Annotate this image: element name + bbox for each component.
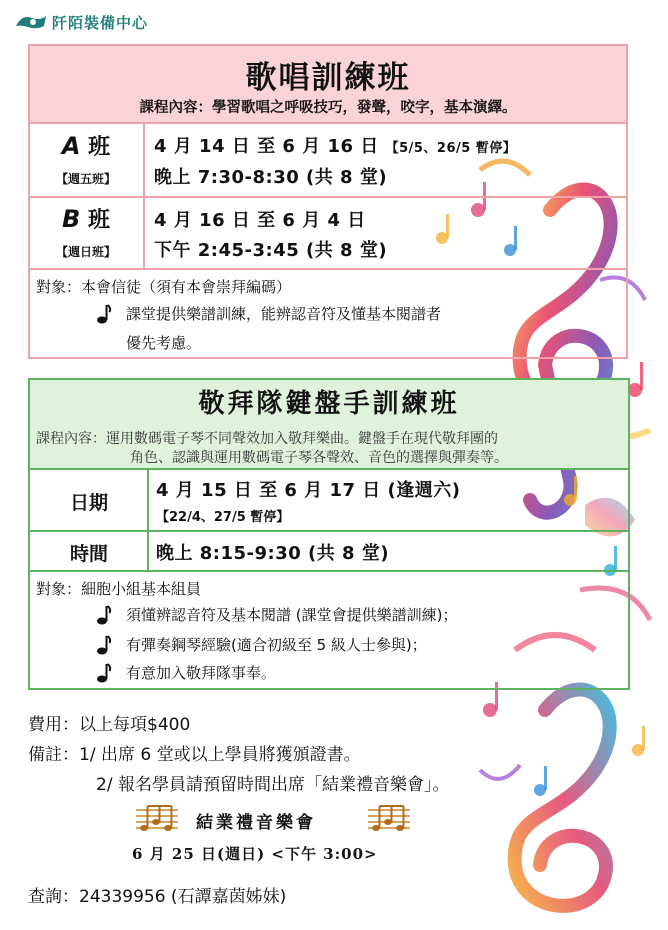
music-score-icon: [366, 802, 412, 836]
music-note-icon: [96, 663, 112, 683]
keyboard-time: 晚上 8:15-9:30 (共 8 堂): [156, 543, 390, 564]
keyboard-pause: 【22/4、27/5 暫停】: [156, 510, 290, 525]
divider: [30, 570, 628, 572]
fee-text: 費用：以上每項$400: [28, 715, 191, 735]
music-score-icon: [134, 802, 180, 836]
keyboard-dates: 4 月 15 日 至 6 月 17 日 (逢週六): [156, 480, 461, 501]
keyboard-bullet: 須懂辨認音符及基本閱譜 (課堂會提供樂譜訓練)；: [96, 604, 457, 625]
divider: [30, 268, 626, 270]
singing-class-title: 歌唱訓練班: [245, 60, 411, 96]
class-b-dates: 4 月 16 日 至 6 月 4 日: [154, 210, 366, 231]
class-b-sub: 【週日班】: [55, 245, 116, 259]
logo: [14, 10, 148, 34]
class-a-dates: 4 月 14 日 至 6 月 16 日 【5/5、26/5 暫停】: [154, 136, 517, 157]
music-note-icon: [96, 304, 112, 324]
singing-bullet: 課堂提供樂譜訓練，能辨認音符及懂基本閱譜者: [96, 303, 441, 324]
singing-class-content: 課程內容：學習歌唱之呼吸技巧，發聲，咬字，基本演繹。: [139, 100, 517, 116]
keyboard-target: 對象：細胞小組基本組員: [36, 580, 202, 598]
enquiry-text: 查詢：24339956 (石譚嘉茵姊妹): [28, 887, 287, 907]
singing-target: 對象：本會信徒（須有本會崇拜編碼）: [36, 278, 292, 296]
concert-title: 結業禮音樂會: [196, 813, 316, 833]
remark-1: 備註：1/ 出席 6 堂或以上學員將獲頒證書。: [28, 745, 361, 765]
class-a-label: A 班: [61, 132, 111, 160]
keyboard-class-content-line1: 課程內容：運用數碼電子琴不同聲效加入敬拜樂曲。鍵盤手在現代敬拜團的: [36, 431, 498, 447]
logo-mark-icon: [14, 12, 48, 32]
concert-date: 6 月 25 日(週日) <下午 3:00>: [132, 845, 378, 863]
divider: [30, 468, 628, 470]
class-b-label: B 班: [62, 205, 110, 233]
music-note-icon: [96, 605, 112, 625]
divider: [30, 196, 626, 198]
keyboard-bullet: 有意加入敬拜隊事奉。: [96, 662, 276, 683]
class-b-time: 下午 2:45-3:45 (共 8 堂): [154, 240, 388, 261]
singing-bullet-cont: 優先考慮。: [126, 334, 202, 352]
divider: [143, 122, 145, 268]
keyboard-bullet: 有彈奏鋼琴經驗(適合初級至 5 級人士參與)；: [96, 634, 427, 655]
music-note-icon: [96, 635, 112, 655]
keyboard-class-content-line2: 角色、認識與運用數碼電子琴各聲效、音色的選擇與彈奏等。: [130, 450, 508, 466]
remark-2: 2/ 報名學員請預留時間出席「結業禮音樂會」。: [96, 775, 450, 795]
divider: [30, 530, 628, 532]
class-a-time: 晚上 7:30-8:30 (共 8 堂): [154, 167, 388, 188]
class-a-sub: 【週五班】: [55, 172, 116, 186]
divider: [30, 122, 626, 124]
keyboard-time-label: 時間: [69, 543, 108, 565]
keyboard-class-title: 敬拜隊鍵盤手訓練班: [198, 389, 460, 419]
logo-text: 阡陌裝備中心: [52, 13, 149, 32]
keyboard-date-label: 日期: [69, 492, 108, 514]
